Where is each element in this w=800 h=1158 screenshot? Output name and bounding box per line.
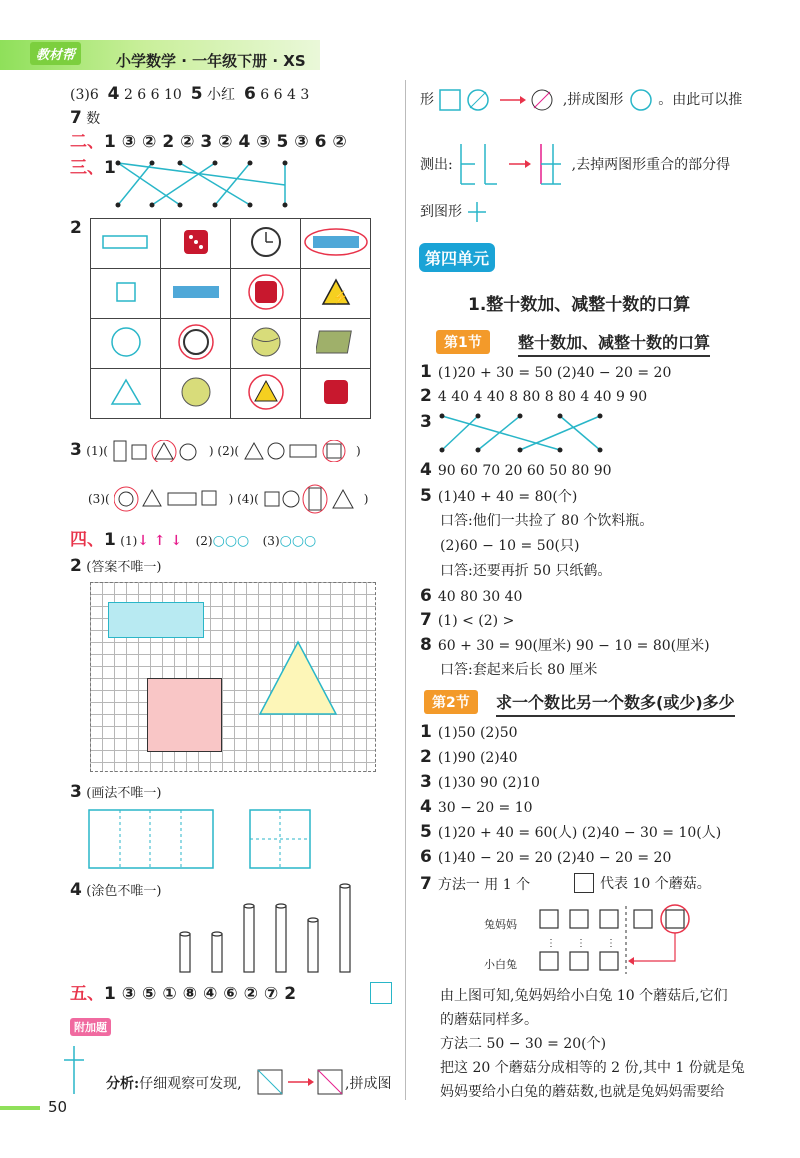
explanation-line-1: 由上图可知,兔妈妈给小白兔 10 个蘑菇后,它们 bbox=[440, 988, 728, 1004]
section-3-q1: 三、1 bbox=[70, 158, 116, 178]
q3-row-2: (3)( ) (4)( ) bbox=[88, 484, 368, 514]
volleyball-icon bbox=[161, 369, 231, 419]
right-top-line-2: 测出: ,去掉两图形重合的部分得 bbox=[420, 140, 730, 190]
matching-lines-diagram bbox=[110, 155, 310, 215]
warning-sign-icon-circled bbox=[231, 369, 301, 419]
page-number: 50 bbox=[48, 1098, 68, 1116]
unit-square-icon bbox=[574, 873, 594, 893]
svg-text:⋮: ⋮ bbox=[576, 938, 586, 949]
left-line-2: 7 数 bbox=[70, 108, 101, 128]
lesson-title: 1.整十数加、减整十数的口算 bbox=[468, 295, 691, 315]
explanation-line-5: 妈妈要给小白兔的蘑菇数,也就是兔妈妈需要给 bbox=[440, 1084, 725, 1100]
volleyball-icon bbox=[231, 319, 301, 369]
circle-shape-icon bbox=[91, 319, 161, 369]
svg-text:⋮: ⋮ bbox=[606, 938, 616, 949]
right-top-line-1: 形 ,拼成图形 。由此可以推 bbox=[420, 88, 742, 112]
cylinders-bars bbox=[170, 880, 370, 976]
label-rabbit-small: 小白兔 bbox=[484, 958, 517, 971]
column-divider bbox=[405, 80, 406, 1100]
circle-result-icon bbox=[628, 88, 654, 112]
square-shape-icon bbox=[91, 269, 161, 319]
answer-square-icon bbox=[370, 982, 392, 1004]
analysis-line: 分析:仔细观察可发现, bbox=[106, 1076, 242, 1092]
cross-shape-answer bbox=[62, 1044, 86, 1096]
q3-3-shapes bbox=[114, 486, 224, 512]
analysis-shapes-diagram bbox=[256, 1068, 346, 1096]
explanation-line-3: 方法二 50 − 30 = 20(个) bbox=[440, 1036, 607, 1052]
rectangle-shape-icon bbox=[91, 219, 161, 269]
triangle-shape-icon bbox=[91, 369, 161, 419]
dice-icon-circled bbox=[231, 269, 301, 319]
explanation-line-4: 把这 20 个蘑菇分成相等的 2 份,其中 1 份就是兔 bbox=[440, 1060, 745, 1076]
q2-number: 2 bbox=[70, 218, 82, 238]
drawn-rectangle bbox=[108, 602, 204, 638]
right-top-line-3: 到图形 bbox=[420, 200, 488, 224]
shape-combine-diagram bbox=[438, 88, 558, 112]
lines-overlap-diagram bbox=[457, 140, 567, 190]
q3-4-shapes bbox=[263, 484, 359, 514]
label-rabbit-mom: 兔妈妈 bbox=[484, 918, 517, 931]
section-4-q4: 4 (涂色不唯一) bbox=[70, 880, 162, 900]
section-2-badge: 第2节 bbox=[424, 690, 478, 714]
pencil-box-icon-circled bbox=[301, 219, 371, 269]
section-1-title: 整十数加、减整十数的口算 bbox=[518, 330, 710, 357]
svg-text:⚡: ⚡ bbox=[332, 289, 348, 304]
section-5-answers: 五、1 ③ ⑤ ① ⑧ ④ ⑥ ② ⑦ 2 bbox=[70, 984, 297, 1004]
pencil-box-icon bbox=[161, 269, 231, 319]
section-4-q2: 2 (答案不唯一) bbox=[70, 556, 162, 576]
analysis-tail: ,拼成图 bbox=[345, 1076, 392, 1092]
header-tag: 教材帮 bbox=[30, 42, 81, 65]
footer-accent-bar bbox=[0, 1106, 40, 1110]
explanation-line-2: 的蘑菇同样多。 bbox=[440, 1012, 538, 1028]
clock-icon bbox=[231, 219, 301, 269]
left-line-1: (3)6 4 2 6 6 10 5 小红 6 6 6 4 3 bbox=[70, 84, 310, 104]
section-2-title: 求一个数比另一个数多(或少)多少 bbox=[496, 690, 735, 717]
drawn-triangle bbox=[258, 640, 342, 720]
q3-2-shapes bbox=[244, 440, 352, 462]
warning-sign-icon bbox=[301, 269, 371, 319]
cross-result-icon bbox=[466, 200, 488, 224]
header-title: 小学数学 · 一年级下册 · XS bbox=[116, 52, 306, 70]
q3-matching-diagram bbox=[438, 410, 658, 456]
section-1-badge: 第1节 bbox=[436, 330, 490, 354]
section-4-q1: 四、1 (1)↓ ↑ ↓ (2)○○○ (3)○○○ bbox=[70, 530, 317, 550]
unit-badge: 第四单元 bbox=[419, 243, 495, 272]
drawn-square bbox=[147, 678, 222, 752]
book-icon bbox=[301, 319, 371, 369]
section-2-answers: 二、1 ③ ② 2 ② 3 ② 4 ③ 5 ③ 6 ② bbox=[70, 132, 347, 152]
dice-icon bbox=[301, 369, 371, 419]
svg-text:⋮: ⋮ bbox=[546, 938, 556, 949]
q7-tail: 代表 10 个蘑菇。 bbox=[600, 876, 711, 892]
clock-icon-circled bbox=[161, 319, 231, 369]
bonus-badge: 附加题 bbox=[70, 1018, 111, 1036]
q3-row-1: 3 (1)( ) (2)( ) bbox=[70, 440, 361, 462]
mushroom-comparison-diagram bbox=[536, 904, 706, 976]
q3-1-shapes bbox=[112, 440, 204, 462]
dice-icon bbox=[161, 219, 231, 269]
section-4-q3: 3 (画法不唯一) bbox=[70, 782, 162, 802]
divided-rectangles bbox=[88, 808, 328, 872]
shapes-classification-table bbox=[90, 218, 371, 419]
